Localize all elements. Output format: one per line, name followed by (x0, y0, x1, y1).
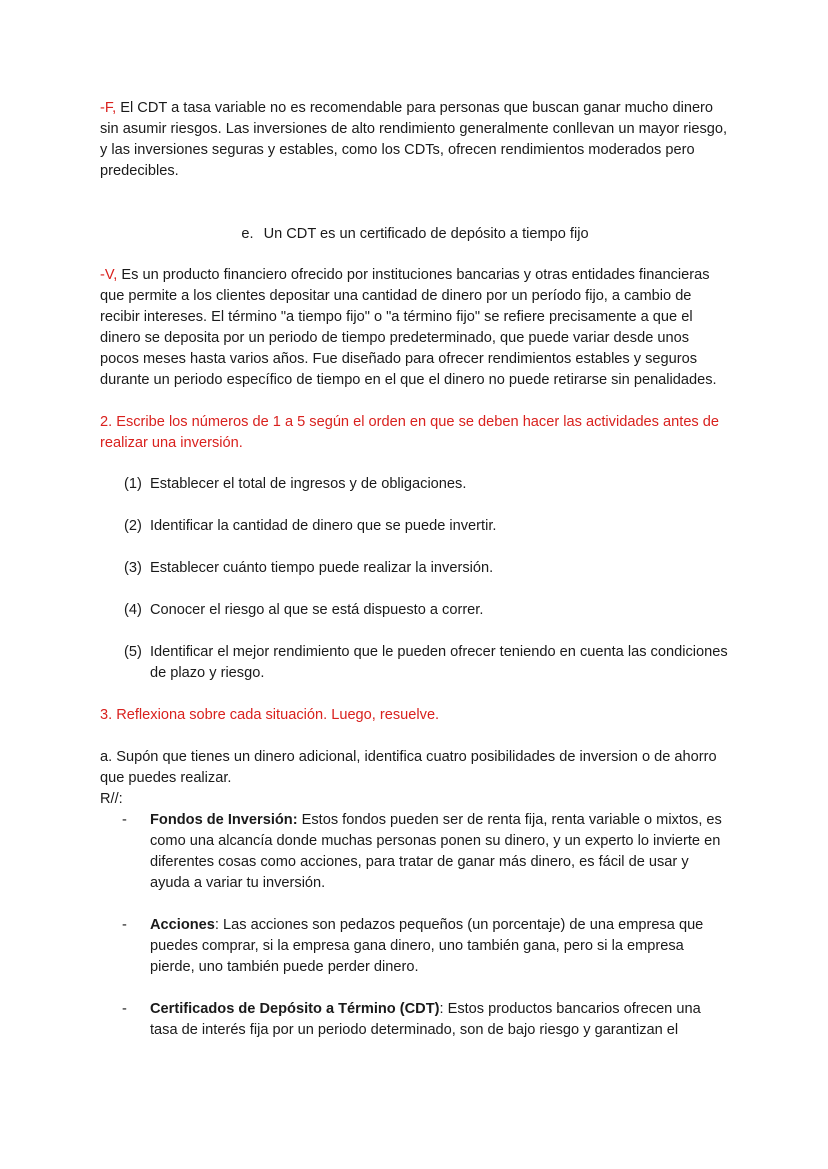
steps-list (100, 474, 730, 684)
option-title: Acciones (150, 917, 215, 933)
dash-bullet: - (122, 1001, 127, 1017)
dash-bullet: - (122, 917, 127, 933)
step-item (124, 642, 730, 684)
answer-paragraph-f (100, 98, 730, 182)
option-title: Fondos de Inversión: (150, 812, 298, 828)
step-number: (5) (124, 644, 142, 660)
option-body (150, 810, 730, 894)
step-text: Establecer cuánto tiempo puede realizar la inversión. (150, 560, 494, 576)
investment-options-list (100, 810, 730, 1041)
question-2-heading: 2. Escribe los números de 1 a 5 según el orden en que se deben hacer las actividades antes de realizar una inversión. (100, 414, 720, 451)
option-text: : Estos productos bancarios ofrecen una tasa de interés fija por un periodo determinado, son de bajo riesgo y garantizan el (150, 1001, 701, 1038)
question-3a-text: a. Supón que tienes un dinero adicional, identifica cuatro posibilidades de inversion o de ahorro que puedes realizar. (100, 749, 717, 786)
answer-paragraph-v (100, 265, 730, 391)
statement-e-text: Un CDT es un certificado de depósito a tiempo fijo (263, 226, 589, 242)
dash-bullet: - (122, 812, 127, 828)
step-text: Establecer el total de ingresos y de obligaciones. (150, 476, 467, 492)
option-item (122, 915, 730, 978)
question-3-heading: 3. Reflexiona sobre cada situación. Luego, resuelve. (100, 707, 440, 723)
option-title: Certificados de Depósito a Término (CDT) (150, 1001, 440, 1017)
statement-e (100, 224, 730, 245)
step-item (124, 474, 730, 495)
answer-label: R//: (100, 791, 123, 807)
step-number: (4) (124, 602, 142, 618)
answer-marker-false: -F, (100, 100, 117, 116)
option-text: : Las acciones son pedazos pequeños (un porcentaje) de una empresa que puedes comprar, si la empresa gana dinero, uno también gana, pero si la empresa pierde, uno también puede perder dinero. (150, 917, 704, 975)
step-item (124, 516, 730, 537)
step-item (124, 558, 730, 579)
option-body (150, 915, 730, 978)
answer-text-v: Es un producto financiero ofrecido por instituciones bancarias y otras entidades financieras que permite a los clientes depositar una cantidad de dinero por un período fijo, a cambio de recibir intereses. El término "a tiempo fijo" o "a término fijo" se refiere precisamente a que el dinero se deposita por un periodo de tiempo predeterminado, que puede variar desde unos pocos meses hasta varios años. Fue diseñado para ofrecer rendimientos estables y seguros durante un periodo específico de tiempo en el que el dinero no puede retirarse sin penalidades. (100, 267, 717, 388)
step-item (124, 600, 730, 621)
step-number: (1) (124, 476, 142, 492)
step-number: (3) (124, 560, 142, 576)
option-item (122, 810, 730, 894)
option-body (150, 999, 730, 1041)
statement-e-label: e. (241, 226, 254, 242)
answer-marker-true: -V, (100, 267, 118, 283)
step-number: (2) (124, 518, 142, 534)
answer-text-f: El CDT a tasa variable no es recomendable para personas que buscan ganar mucho dinero sin asumir riesgos. Las inversiones de alto rendimiento generalmente conllevan un mayor riesgo, y las inversiones seguras y estables, como los CDTs, ofrecen rendimientos moderados pero predecibles. (100, 100, 728, 179)
step-text: Identificar la cantidad de dinero que se puede invertir. (150, 518, 497, 534)
option-text: Estos fondos pueden ser de renta fija, renta variable o mixtos, es como una alcancía donde muchas personas ponen su dinero, y un experto lo invierte en diferentes cosas como acciones, para tratar de ganar más dinero, es fácil de usar y ayuda a variar tu inversión. (150, 812, 722, 891)
step-text: Identificar el mejor rendimiento que le pueden ofrecer teniendo en cuenta las condiciones de plazo y riesgo. (150, 644, 728, 681)
document-page (100, 98, 730, 1062)
option-item (122, 999, 730, 1041)
step-text: Conocer el riesgo al que se está dispuesto a correr. (150, 602, 484, 618)
